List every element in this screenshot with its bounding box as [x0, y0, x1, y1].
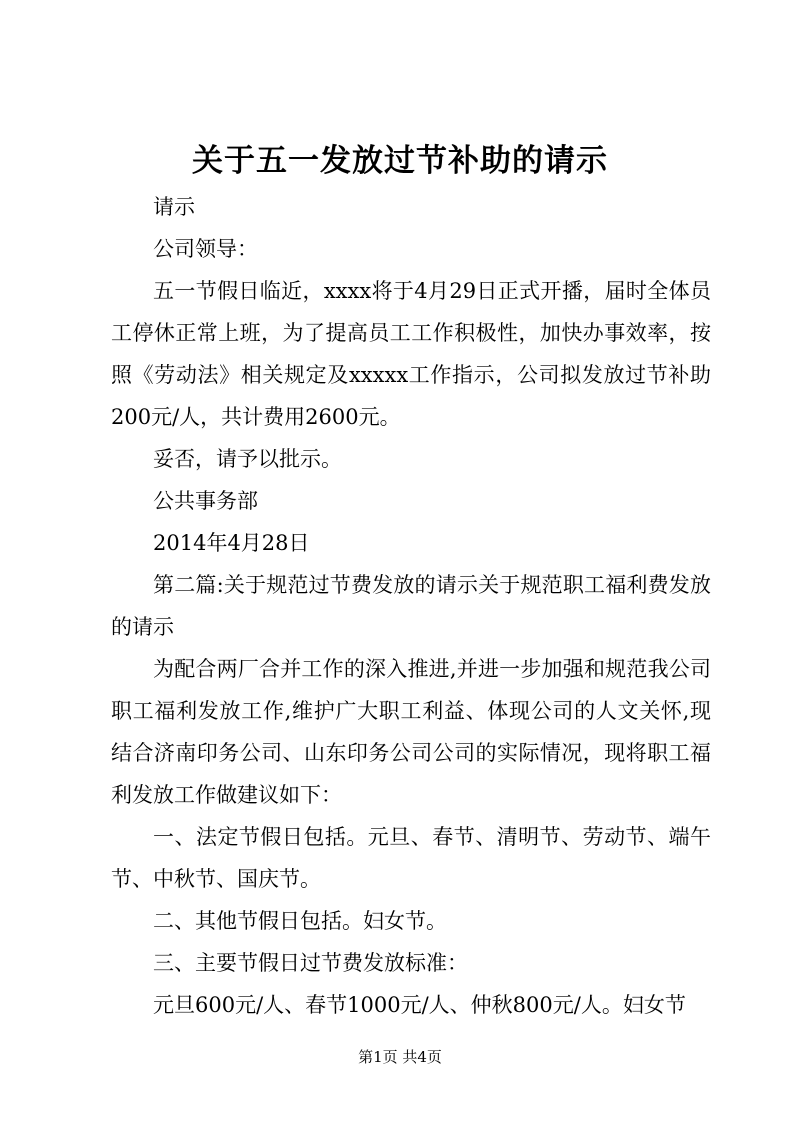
paragraph-item-one: 一、法定节假日包括。元旦、春节、清明节、劳动节、端午节、中秋节、国庆节。 [111, 825, 711, 891]
paragraph-request-body: 五一节假日临近，xxxx将于4月29日正式开播，届时全体员工停休正常上班，为了提高员工工作积极性，加快办事效率，按照《劳动法》相关规定及xxxxx工作指示，公司拟发放过节补助200元/人，共计费用2600元。 [111, 279, 711, 429]
page-footer: 第1页 共4页 [358, 1048, 442, 1066]
paragraph-closing: 妥否，请予以批示。 [153, 447, 342, 471]
paragraph-second-intro: 为配合两厂合并工作的深入推进,并进一步加强和规范我公司职工福利发放工作,维护广大职工利益、体现公司的人文关怀,现结合济南印务公司、山东印务公司公司的实际情况，现将职工福利发放工作做建议如下： [111, 657, 711, 807]
document-title: 关于五一发放过节补助的请示 [192, 143, 608, 179]
paragraph-second-title: 第二篇:关于规范过节费发放的请示关于规范职工福利费发放的请示 [111, 573, 711, 639]
paragraph-item-three: 三、主要节假日过节费发放标准： [153, 951, 468, 975]
paragraph-salutation: 公司领导： [153, 237, 258, 261]
paragraph-item-two: 二、其他节假日包括。妇女节。 [153, 909, 447, 933]
paragraph-standards: 元旦600元/人、春节1000元/人、仲秋800元/人。妇女节 [153, 993, 686, 1017]
document-body [111, 186, 711, 1026]
paragraph-heading: 请示 [153, 195, 195, 219]
paragraph-date: 2014年4月28日 [153, 531, 310, 555]
paragraph-department: 公共事务部 [153, 489, 258, 513]
